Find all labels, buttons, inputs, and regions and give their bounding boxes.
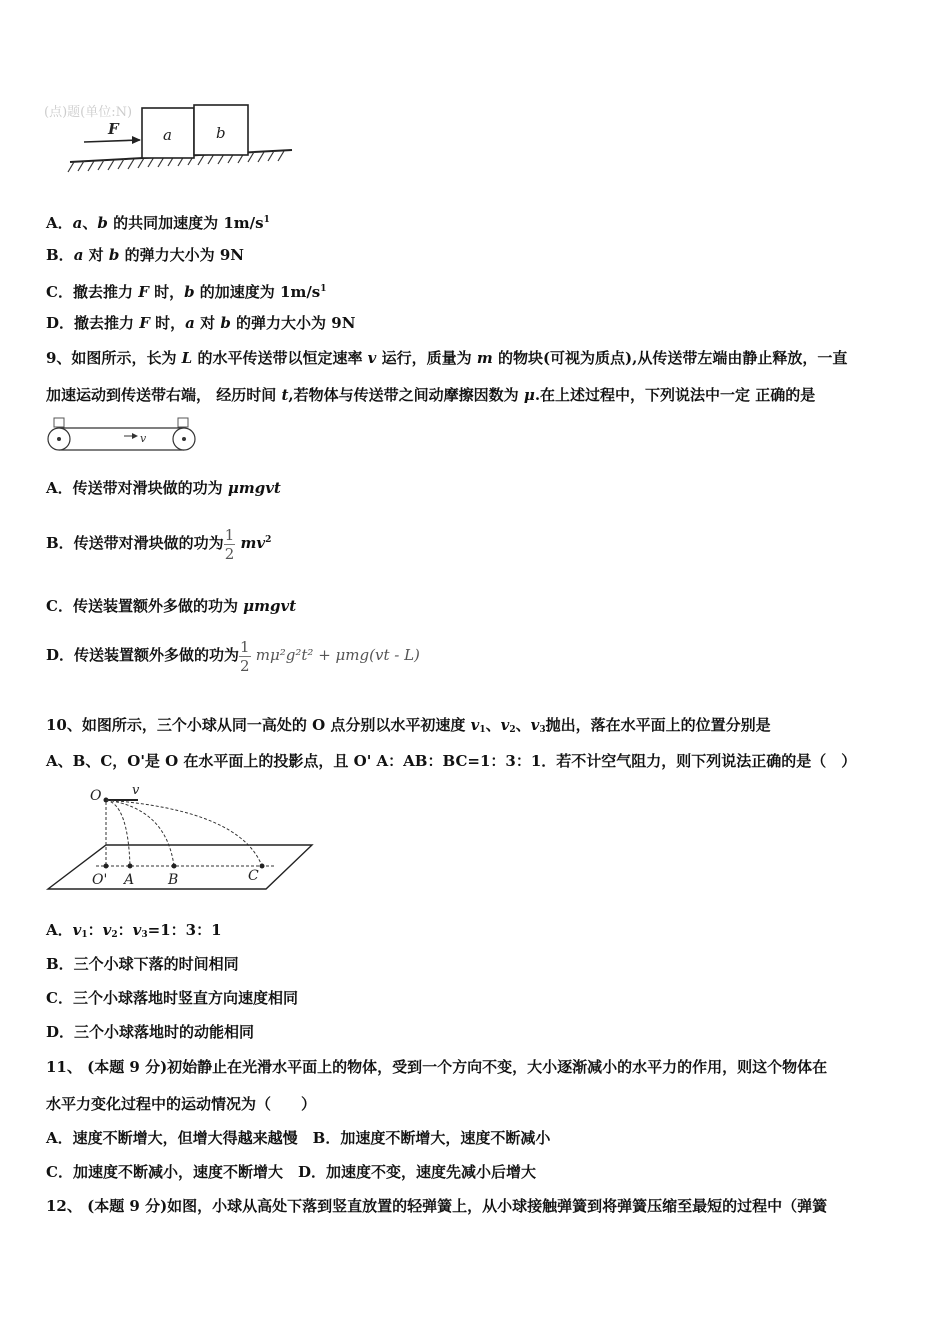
q12-stem-line1: 12、 (本题 9 分)如图，小球从高处下落到竖直放置的轻弹簧上，从小球接触弹簧到将弹簧压缩至最短的过程中（弹簧 xyxy=(46,1197,828,1215)
point-c-label: C xyxy=(248,868,259,884)
q8-option-c: C．撤去推力 F 时，b 的加速度为 $1m/s^1$ xyxy=(46,283,327,301)
velocity-label: v xyxy=(132,783,140,798)
force-label: F xyxy=(108,120,119,138)
q8-option-b: B．a 对 b 的弹力大小为 9N xyxy=(46,246,244,264)
q11-stem-line1: 11、 (本题 9 分)初始静止在光滑水平面上的物体，受到一个方向不变，大小逐渐减小的水平力的作用，则这个物体在 xyxy=(46,1058,828,1076)
point-o-prime-label: O' xyxy=(92,872,108,888)
q11-stem-line2: 水平力变化过程中的运动情况为（ ） xyxy=(46,1095,317,1113)
q9-option-d: D．传送装置额外多做的功为 $\frac{1}{2}$ mμ²g²t² + μmg(vt - L) xyxy=(46,637,420,675)
q10-option-b: B．三个小球下落的时间相同 xyxy=(46,955,239,973)
projectile-figure xyxy=(40,780,320,895)
q9-option-b: B．传送带对滑块做的功为 $\frac{1}{2}$ $mv^2$ xyxy=(46,525,272,563)
belt-velocity-label: v xyxy=(140,432,147,445)
point-a-label: A xyxy=(124,872,135,888)
q8-option-a: A．a、b 的共同加速度为 $1m/s^1$ xyxy=(46,214,270,232)
q10-option-c: C．三个小球落地时竖直方向速度相同 xyxy=(46,989,298,1007)
svg-text:(点)题(单位:N): (点)题(单位:N) xyxy=(44,105,133,120)
q10-stem-line2: A、B、C，O'是 O 在水平面上的投影点，且 O' A：AB：BC=1：3：1．若不计空气阻力，则下列说法正确的是（ ） xyxy=(46,752,857,770)
q10-option-a: A．$v_1$：$v_2$：$v_3=1$：3：1 xyxy=(46,921,222,940)
q11-options-ab: A．速度不断增大，但增大得越来越慢 B．加速度不断增大，速度不断减小 xyxy=(46,1129,551,1147)
q10-stem-line1: 10、如图所示，三个小球从同一高处的 O 点分别以水平初速度 $v_1$、$v_2$、$v_3$抛出，落在水平面上的位置分别是 xyxy=(46,716,771,735)
q10-option-d: D．三个小球落地时的动能相同 xyxy=(46,1023,255,1041)
block-b-label: b xyxy=(216,124,226,142)
q9-stem-line2: 加速运动到传送带右端， 经历时间 t,若物体与传送带之间动摩擦因数为 μ.在上述过程中，下列说法中一定 正确的是 xyxy=(46,386,816,404)
point-b-label: B xyxy=(168,872,179,888)
q8-option-d: D．撤去推力 F 时，a 对 b 的弹力大小为 9N xyxy=(46,314,356,332)
block-a-label: a xyxy=(163,126,172,144)
point-o-label: O xyxy=(90,788,102,804)
q11-options-cd: C．加速度不断减小，速度不断增大 D．加速度不变，速度先减小后增大 xyxy=(46,1163,536,1181)
q9-stem-line1: 9、如图所示，长为 L 的水平传送带以恒定速率 v 运行，质量为 m 的物块(可视为质点),从传送带左端由静止释放，一直 xyxy=(46,349,848,367)
blocks-figure xyxy=(40,92,300,184)
conveyor-figure xyxy=(44,416,200,456)
q9-option-a: A．传送带对滑块做的功为 μmgvt xyxy=(46,479,281,497)
q9-option-c: C．传送装置额外多做的功为 μmgvt xyxy=(46,597,297,615)
